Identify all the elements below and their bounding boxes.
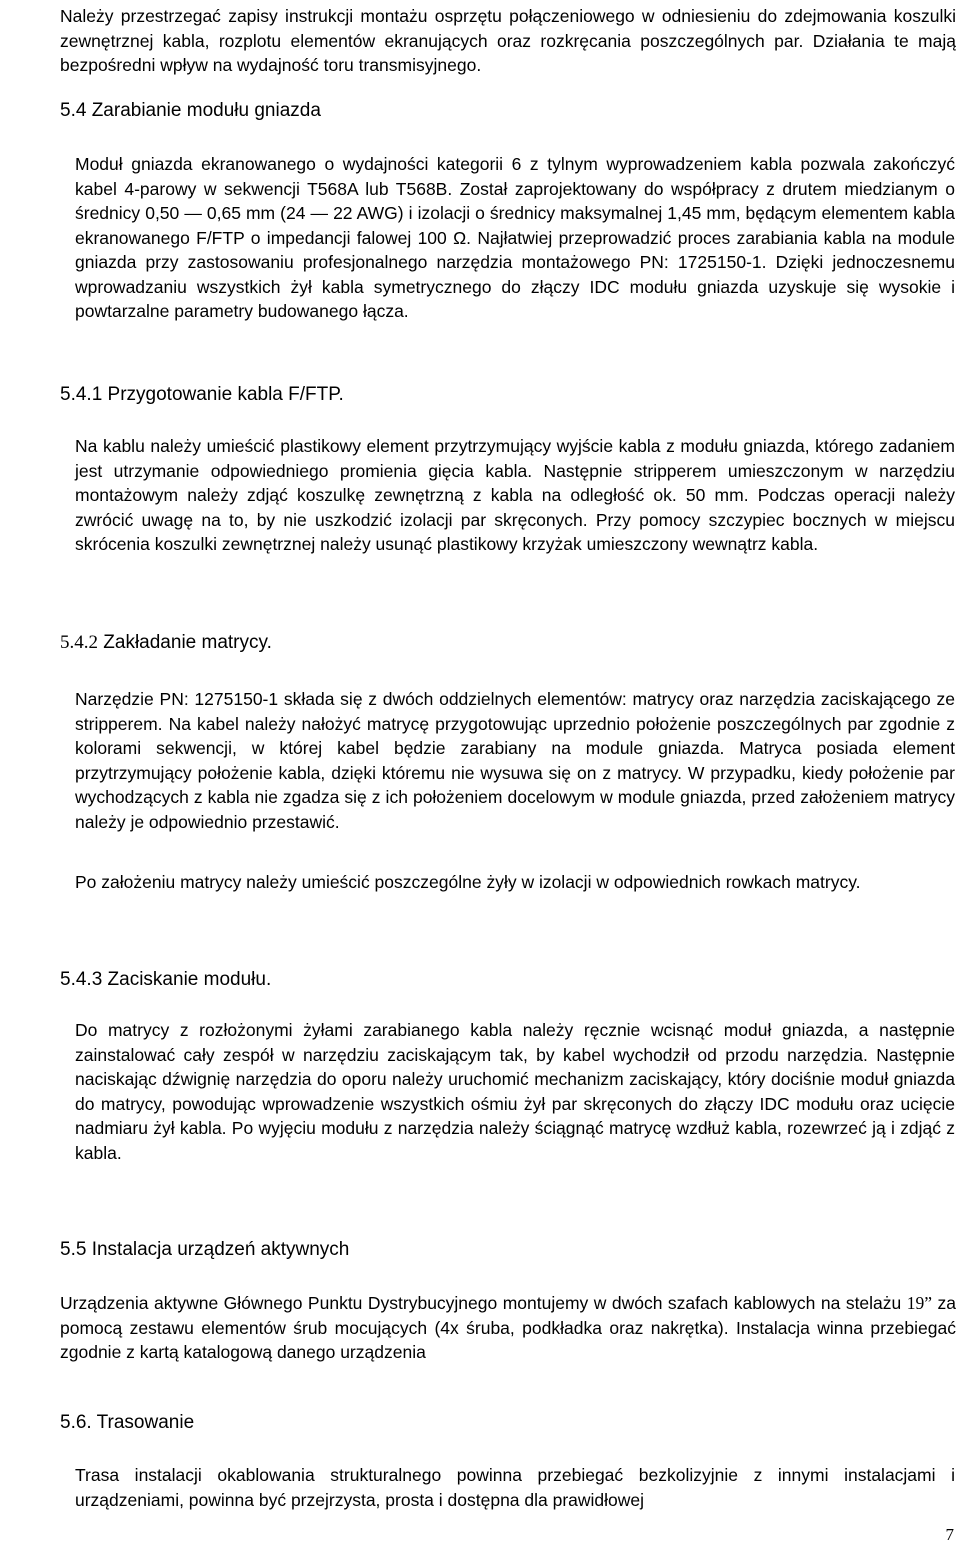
section-5-4-paragraph: Moduł gniazda ekranowanego o wydajności kategorii 6 z tylnym wyprowadzeniem kabla pozwala zakończyć kabel 4-parowy w sekwencji T568A lub T568B. Został zaprojektowany do współpracy z drutem miedzianym o średnicy 0,50 — 0,65 mm (24 — 22 AWG) i izolacji o średnicy maksymalnej 1,45 mm, będącym elementem kabla ekranowanego F/FTP o impedancji falowej 100 Ω. Najłatwiej przeprowadzić proces zarabiania kabla na module gniazda przy zastosowaniu profesjonalnego narzędzia montażowego PN: 1725150-1. Dzięki jednoczesnemu wprowadzaniu wszystkich żył kabla symetrycznego do złączy IDC modułu gniazda uzyskuje się wysokie i powtarzalne parametry budowanego łącza. [75, 154, 955, 321]
section-5-4-heading: 5.4 Zarabianie modułu gniazda [60, 100, 321, 121]
section-5-4-1-paragraph: Na kablu należy umieścić plastikowy element przytrzymujący wyjście kabla z modułu gniazda, którego zadaniem jest utrzymanie odpowiedniego promienia gięcia kabla. Następnie stripperem umieszczonym w narzędziu montażowym należy zdjąć koszulkę zewnętrzną z kabla na odległość ok. 50 mm. Podczas operacji należy zwrócić uwagę na to, by nie uszkodzić izolacji par skręconych. Przy pomocy szczypiec bocznych w miejscu skrócenia koszulki zewnętrznej należy usunąć plastikowy krzyżak umieszczony wewnątrz kabla. [75, 436, 955, 554]
section-5-4-3-paragraph: Do matrycy z rozłożonymi żyłami zarabianego kabla należy ręcznie wcisnąć moduł gniazda, a następnie zainstalować cały zespół w narzędziu zaciskającym tak, by kabel wychodził od przodu narzędzia. Następnie naciskając dźwignię narzędzia do oporu należy uruchomić mechanizm zaciskający, który dociśnie moduł gniazda do matrycy, powodując wprowadzenie wszystkich ośmiu żył par skręconych do złączy IDC modułu oraz ucięcie nadmiaru żył kabla. Po wyjęciu modułu z narzędzia należy ściągnąć matrycę wzdłuż kabla, rozewrzeć ją i zdjąć z kabla. [75, 1020, 955, 1163]
section-5-6-paragraph: Trasa instalacji okablowania strukturalnego powinna przebiegać bezkolizyjnie z innymi instalacjami i urządzeniami, powinna być przejrzysta, prosta i dostępna dla prawidłowej [75, 1465, 955, 1510]
section-5-5-text-a: Urządzenia aktywne Głównego Punktu Dystrybucyjnego montujemy w dwóch szafach kablowych na stelażu [60, 1293, 907, 1313]
page-number: 7 [945, 1524, 954, 1544]
section-5-5-paragraph [60, 1291, 956, 1365]
section-5-4-2-paragraph-2: Po założeniu matrycy należy umieścić poszczególne żyły w izolacji w odpowiednich rowkach matrycy. [75, 872, 861, 892]
section-5-4-2-heading [60, 631, 272, 655]
section-5-4-2-title: Zakładanie matrycy. [98, 632, 272, 653]
section-5-4-3-heading: 5.4.3 Zaciskanie modułu. [60, 969, 272, 990]
section-5-6-heading: 5.6. Trasowanie [60, 1412, 195, 1433]
section-5-4-1-heading: 5.4.1 Przygotowanie kabla F/FTP. [60, 384, 344, 405]
intro-paragraph: Należy przestrzegać zapisy instrukcji montażu osprzętu połączeniowego w odniesieniu do zdejmowania koszulki zewnętrznej kabla, rozplotu elementów ekranujących oraz rozkręcania poszczególnych par. Działania te mają bezpośredni wpływ na wydajność toru transmisyjnego. [60, 6, 956, 75]
section-5-4-2-number: 5.4.2 [60, 632, 98, 653]
section-5-4-2-paragraph-1: Narzędzie PN: 1275150-1 składa się z dwóch oddzielnych elementów: matrycy oraz narzędzia zaciskającego ze stripperem. Na kabel należy nałożyć matrycę przygotowując uprzednio położenie poszczególnych par zgodnie z kolorami sekwencji, w której kabel będzie zarabiany na module gniazda. Matryca posiada element przytrzymujący położenie kabla, dzięki któremu nie wysuwa się on z matrycy. W przypadku, kiedy położenie par wychodzących z kabla nie zgadza się z ich położeniem docelowym w module gniazda, przed założeniem matrycy należy je odpowiednio przestawić. [75, 689, 955, 832]
section-5-5-heading: 5.5 Instalacja urządzeń aktywnych [60, 1239, 350, 1260]
section-5-5-rack-size: 19” [906, 1293, 933, 1313]
section-5-5-text-b: za pomocą zestawu elementów śrub mocujących (4x śruba, podkładka oraz nakrętka). Instalacja winna przebiegać zgodnie z kartą katalogową danego urządzenia [60, 1293, 956, 1362]
